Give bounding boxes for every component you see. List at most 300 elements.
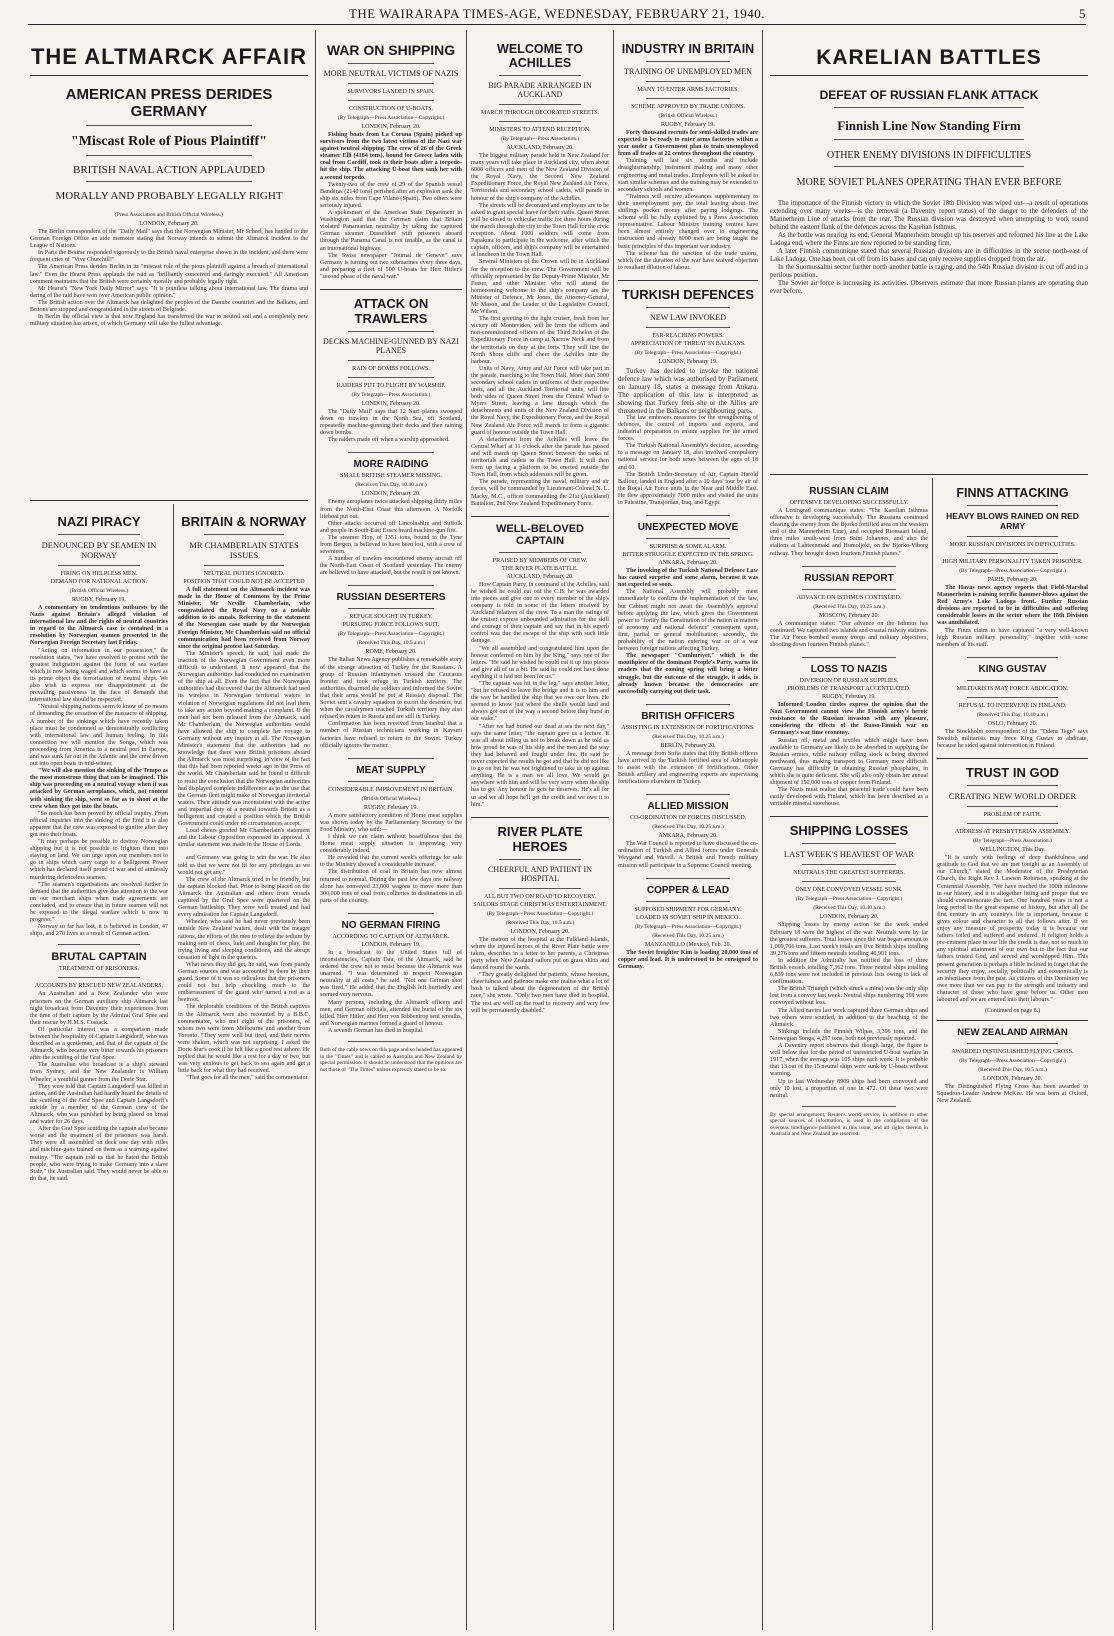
paragraph: "We all assembled and congratulated him upon the honour conferred on him by the King," says one of the letters. "He said he wished he could cut it up into pieces and give all of us a bit. He said he could not have done anything if it had not been for us." (471, 645, 609, 680)
article-nazi-piracy (30, 506, 168, 1630)
divider (618, 280, 758, 281)
headline: TURKISH DEFENCES (621, 286, 755, 302)
divider (646, 794, 730, 795)
subheadline: TREATMENT OF PRISONERS. (58, 966, 140, 973)
paragraph: The deplorable conditions of the British captives in the Altmarck were also recounted by a B.B.C. commentator, who met eight of the prisoners, of whom two were from Melbourne and another from Toronto. "They were well but tired, and their nerves were shaken, which was not surprising. I asked the Doric Star's cook if he felt like a good rest ashore. He replied that he would like a rest for a day or two, but was very anxious to get back to sea again and get a little back for what they had received. (178, 1004, 310, 1075)
divider (802, 589, 897, 590)
paragraph: The Swiss newspaper "Journal de Geneve" says Germany is turning out two submarines every three days, and preparing a fleet of 500 U-boats for Herr Hitler's "second phase of the naval war." (320, 252, 462, 280)
divider (967, 536, 1058, 537)
credit: (By Telegraph—Press Association.) (973, 838, 1052, 845)
subheadline: MR CHAMBERLAIN STATES ISSUES (189, 540, 299, 560)
subheadline: AWARDED DISTINGUISHED FLYING CROSS. (951, 1049, 1074, 1056)
paragraph: A commentary on tendentious outbursts by the Nazis against Britain's alleged violation of international law and the rights of neutral countries in regard to the Altmarck case is contained in a resolution by Norwegian seamen presented to the Norwegian Foreign Secretary last Friday. (30, 605, 168, 647)
headline: UNEXPECTED MOVE (637, 522, 739, 534)
credit: (British Official Wireless.) (69, 588, 129, 594)
dateline: ANKARA, February 20. (658, 833, 718, 840)
divider (802, 864, 897, 865)
subheadline: SUPPOSED SHIPMENT FOR GERMANY. (634, 906, 742, 913)
paragraph: Of particular interest was a comparison made between the hospitality of Captain Langsdorff, who was described as a gentleman, and that of the captain of the Altmarck, who became very bitter towards his prisoners after the scuttling of the Graf Spee. (30, 1026, 168, 1062)
divider (646, 538, 730, 539)
paragraph: Forty thousand recruits for semi-skilled trades are expected to be ready to enter arms factories within a year under a Government plan to train unemployed from all trades at 22 centres throughout the country. (618, 130, 758, 158)
dateline: ROME, February 20. (365, 649, 417, 656)
paragraph: The newspaper "Cumhuriyet," which is the mouthpiece of the dominant People's Party, warns its readers that the coming spring will bring a bitter struggle, but the outcome of the struggle, it adds, is already known because the democracies are successfully carrying out their task. (618, 653, 758, 695)
paragraph: Fishing boats from La Coruna (Spain) picked up survivors from the two latest victims of the Nazi war against neutral shipping. The crew of 26 of the Greek steamer Elli (4184 tons), bound for Greece laden with coal from Cardiff, took to their boats after a torpedo-hit the ship. The attacking U-boat then sank her with a second torpedo. (320, 132, 462, 181)
paragraph: The British Under-Secretary of Air, Captain Harold Balfour, landed in England after a 10 days' tour by air of the Royal Air Force units in the Near and Middle East. He flew approximately 7000 miles and visited the units in Palestine, Transjordan, Iraq, and Egypt. (618, 471, 758, 506)
divider (646, 81, 730, 82)
divider (348, 377, 433, 378)
paragraph: Many persons, including the Altmarck officers and men, and German officials, attended the burial of the six killed. Herr Hitler, and Herr von Ribbentrop sent wreaths, and Norwegian marines formed a guard of honour. (320, 999, 462, 1027)
subheadline: PROBLEMS OF TRANSPORT ACCENTUATED. (787, 686, 911, 693)
credit: (Received This Day, 10.25 a.m.) (652, 824, 724, 831)
headline: MEAT SUPPLY (356, 764, 426, 776)
subheadline: LOADED IN SOVIET SHIP IN MEXICO. (636, 914, 740, 921)
paragraph: The distribution of coal in Britain has now almost returned to normal. During the past few days one railway alone has conveyed 23,000 wagons to move more than 300,000 tons of coal from collieries to destinations in all parts of the country. (320, 869, 462, 904)
headline: RUSSIAN REPORT (804, 572, 894, 584)
dateline: LONDON, February 19. (658, 358, 718, 365)
subheadline: CHEERFUL AND PATIENT IN HOSPITAL (488, 864, 592, 883)
credit: (Received This Day, 10.40 a.m.) (813, 905, 885, 912)
credit: (By Telegraph—Press Association—Copyright.) (634, 923, 742, 930)
paragraph: Units of Navy, Army and Air Force will take part in the parade, marching to the Town Hall. More than 3000 secondary school cadets in uniforms of their respective units, and all the Auckland Territorial units, will line both sides of Queen Street from the Central Wharf to Myers Street, leaving a lane through which the detachments and units of the New Zealand Division of the Royal Navy, the Expeditionary Force, and the Royal New Zealand Air Force will march to form a gigantic guard of honour outside the Town Hall. (471, 365, 609, 436)
paragraph: The Australian who broadcast is a ship's steward from Sydney, and the New Zealander is William Wheeler, a youthful gunner from the Doric Star. (30, 1062, 168, 1083)
subheadline: REFUSAL TO INTERVENE IN FINLAND. (958, 702, 1067, 709)
paragraph: "It is surely with feelings of deep thankfulness and gratitude to God that we are met tonight as an Assembly of our Church," stated the Moderator of the Presbyterian Church, the Right Rev J. Lawson Robinson, speaking at the Centennial Assembly. "We have reached the 100th milestone in our history, and it is altogether fitting and proper that we should commemorate the fact. One hundred years is not a long period in the great expanse of history, but after all the first century in any country's life is important, because it gives colour and character to all that follows after. If we enjoy any measure of prosperity today it is because our fathers toiled and suffered and endured. If religion holds a pre-eminent place in our life the credit is due, not so much to any spiritual attainment of our own but to the fact that our fathers trusted God, and served and worshipped Him. This present generation is perhaps a little inclined to forget that the security they enjoy, socially, politically and economically is an inheritance from the past. As citizens of this Dominion we owe more than we can pay to the strength and industry and character of those who have gone before us. Other men laboured and we are entered into their labours." (937, 855, 1088, 1003)
dateline: RUGBY, February 19. (822, 694, 876, 701)
divider (499, 552, 582, 553)
column-3 (320, 30, 462, 1630)
divider (802, 657, 897, 658)
subheadline: PRAISED BY MEMBERS OF CREW. (492, 557, 588, 564)
headline: INDUSTRY IN BRITAIN (621, 42, 755, 56)
headline: ALLIED MISSION (647, 801, 729, 813)
divider (499, 104, 582, 105)
paragraph: An Australian and a New Zealander who were prisoners on the German auxiliary ship Altmarck last night broadcast from Daventry their experiences from the time of their capture by the Admiral Graf Spee and their rescue by H.M.S. Cossack. (30, 991, 168, 1026)
subheadline: DENOUNCED BY SEAMEN IN NORWAY (41, 540, 157, 560)
paragraph: A full statement on the Altmarck incident was made in the House of Commons by the Prime Minister, Mr Neville Chamberlain, who congratulated the Royal Navy on a notable addition to its annals. Referring to the statement of the Norwegian case made by the Norwegian Foreign Minister, Mr Chamberlain said no official communication had been received from Norway since the original protest last Saturday. (178, 587, 310, 650)
paragraph: A Leningrad communique states: "The Karelian Isthmus offensive is developing successfully. The Russians continued clearing the enemy from the Bjorko fortified area on the western end of the Mannerheim Line), and occupied Rionsaari Island, three miles south-west from Saint Johannes, and also the stations at Lahteenmaki and Humoljoki, on the Bjorko-Viborg railway. They brought down fourteen Finnish planes." (770, 508, 928, 557)
paragraph: The Soviet freighter Kim is loading 20,000 tons of copper and lead. It is understood to be consigned to Germany. (618, 949, 758, 970)
subheadline: FAR-REACHING POWERS. (652, 332, 724, 339)
paragraph: The first greeting to the light cruiser, fresh from her victory off Montevideo, will be from the officers and non-commissioned officers of the Third Echelon of the Expeditionary Force in camp at Narrow Neck and from the territorials on duty at the forts. They will line the North Shore cliffs and cheer the Achilles into the harbour. (471, 316, 609, 365)
column-6 (770, 480, 928, 1630)
subheadline: CONSTRUCTION OF U-BOATS. (349, 106, 433, 112)
dateline: RUGBY, February 19. (661, 122, 715, 128)
subheadline: MORALLY AND PROBABLY LEGALLY RIGHT (55, 190, 283, 202)
credit: (Received This Day, 10.5 a.m.) (978, 1067, 1047, 1074)
subheadline: CONSIDERABLE IMPROVEMENT IN BRITAIN. (328, 786, 454, 793)
paragraph: The Allied navies last week captured three German ships and two others were scuttled, in addition to the beaching of the Altmarck. (770, 1007, 928, 1028)
paragraph: The British Triumph (which struck a mine) was the only ship lost from a convoy last week. Neutral ships numbering 169 were convoyed without loss. (770, 986, 928, 1007)
paragraph: A spokesman of the American State Department in Washington said that the German claim that Britain violated Panamanian neutrality by taking the captured German steamer Dusseldorf with prisoners aboard through the Panama Canal is not tenable, as the canal is an international highway. (320, 210, 462, 252)
headline: WAR ON SHIPPING (326, 42, 456, 58)
subheadline: HEAVY BLOWS RAINED ON RED ARMY (946, 511, 1079, 531)
subheadline: ONLY ONE CONVOYED VESSEL SUNK. (795, 887, 903, 894)
dateline: WELLINGTON, This Day. (979, 847, 1046, 854)
divider (967, 553, 1058, 554)
divider (834, 107, 1025, 108)
dateline: MANZANILLO (Mexico), Feb. 20. (644, 941, 732, 948)
paragraph: The streets will be decorated and employers are to be asked to grant special leave for their staffs. Queen Street will be closed to vehicular traffic for three hours during the march through the city to the Town Hall for the civic reception. About 1000 soldiers will come from Papakura to participate in the welcome, after which the captain, officers, and ship's company will be entertained at luncheon in the Town Hall. (471, 202, 609, 259)
subheadline: ACCORDING TO CAPTAIN OF ALTMARCK. (332, 933, 450, 940)
divider (348, 758, 433, 759)
column-5 (618, 30, 758, 1630)
subheadline: ASSISTING IN EXTENSION OF FORTIFICATIONS. (621, 724, 755, 731)
credit: (By Telegraph—Press Association—Copyright.) (337, 115, 445, 121)
masthead-rule (28, 24, 1086, 25)
divider (802, 843, 897, 844)
divider (348, 913, 433, 914)
divider (834, 139, 1025, 140)
paragraph: Turkey has decided to invoke the national defence law which was authorised by Parliament on January 18, states a message from Ankara. The application of this law is interpreted as showing that Turkey feels she or the Allies are threatened in the Balkans or neighbouring parts. (618, 366, 758, 415)
divider (967, 505, 1058, 506)
dateline: RUGBY, February 19. (72, 597, 126, 603)
divider (320, 289, 462, 290)
divider (967, 823, 1058, 824)
credit: (Received This Day, 10.5 a.m.) (356, 640, 426, 647)
paragraph: "It may perhaps be possible to destroy Norwegian shipping but it is not possible to frighten them into staying on land. We can urge upon our members not to go in ships which carry cargo to a belligerent Power which has declared itself proud of war and of aimlessly murdering defenceless seamen. (30, 839, 168, 881)
headline: NO GERMAN FIRING (341, 919, 441, 931)
dateline: LONDON, February 20. (139, 221, 199, 227)
subheadline: OTHER ENEMY DIVISIONS IN DIFFICULTIES (826, 150, 1032, 161)
copyright-note: Both of the cable news on this page and so headed has appeared in the "Times" and is cabled to Australia and New Zealand by special permission. It should be understood that the opinions are not those of "The Times" unless expressly stated to be so. (320, 1047, 462, 1073)
subheadline: NEW LAW INVOKED (650, 312, 726, 322)
divider (204, 565, 283, 566)
divider (770, 75, 1088, 76)
paragraph: "Acting on information in our possession," the resolution states, "we have resolved to protest with the greatest indignation against the form of sea warfare which is now being waged and which seems to have as its prime object the terrorisation of neutral ships. We also wish to express our disappointment at the prevailing passiveness in the face of demands that international law should be respected. (30, 647, 168, 704)
paragraph: The Stockholm correspondent of the "Tidens Tegn" says Swedish militarists may force King Gustav to abdicate, because he sided against intervention in Finland. (937, 728, 1088, 750)
divider (499, 121, 582, 122)
paragraph: A detachment from the Achilles will leave the Central Wharf at 11 o'clock after the parade has passed and will march up Queen Street between the ranks of territorials and cadets to the Town Hall. It will then form up facing a platform to be erected outside the Town Hall, from which addresses will be given. (471, 436, 609, 479)
credit: (British Official Wireless.) (361, 795, 421, 802)
paragraph: "We will also mention the sinking of the Tempo as the most monstrous thing that can be imagined. This ship was proceeding on a neutral voyage when it was attacked by German aeroplanes, which, not content with sinking the ship, went so far as to shoot at the crew when they got into the boats. (30, 768, 168, 810)
paragraph: A more satisfactory condition of Home meat supplies was shown today by the Parliamentary Secretary to the Food Ministry, who said:— (320, 812, 462, 833)
headline: ATTACK ON TRAWLERS (353, 295, 429, 326)
paragraph: "That goes for all the men," said the commentator. (186, 1075, 309, 1082)
dateline: MOSCOW, February 20. (818, 612, 880, 619)
subheadline: SMALL BRITISH STEAMER MISSING. (339, 473, 443, 480)
divider (646, 327, 730, 328)
subheadline: FIRING ON HELPLESS MEN. (60, 571, 138, 577)
dateline: LONDON, February 20. (361, 124, 421, 130)
credit: (By Telegraph—Press Association—Copyright.) (634, 349, 742, 356)
divider (348, 360, 433, 361)
divider (471, 516, 609, 517)
divider (348, 1041, 433, 1042)
divider (471, 817, 609, 818)
paragraph: A communique states: "Our advance on the Isthmus has continued. We captured two islands and coastal railway stations. The Air Force bombed enemy troops and military objectives, shooting down fourteen Finnish planes." (770, 620, 928, 648)
paragraph: Other attacks occurred off Lincolnshire and Suffolk and people in South-East Essex heard machine-gun fire. (320, 520, 462, 534)
headline: MORE RAIDING (353, 459, 429, 471)
subheadline: RAIN OF BOMBS FOLLOWS. (352, 365, 430, 372)
subheadline: MILITARISTS MAY FORCE ABDICATION. (956, 685, 1069, 692)
paragraph: A number of trawlers encountered enemy aircraft off the North-East Coast of Scotland yesterday. The enemy are believed to have attacked, but the result is not known. (320, 556, 462, 577)
paragraph: I think we can claim without boastfulness that the Home meat supply situation is improving very considerably indeed. (320, 833, 462, 855)
headline: NAZI PIRACY (57, 514, 141, 529)
paragraph: In the Suomussalmi sector further north another battle is raging, and the 54th Russian division is cut off and in a perilous position. (770, 264, 1088, 279)
subheadline: SURVIVORS LANDED IN SPAIN. (347, 89, 435, 95)
headline: RUSSIAN DESERTERS (336, 592, 446, 604)
credit: (By Telegraph—Press Association—Copyright.) (959, 1058, 1066, 1065)
paragraph: Shipping losses by enemy action for the week ended February 18 were the highest of the war. Neutrals were by far the greatest sufferers. Total losses since the war began amount to 1,009,766 tons. Last week's totals are five British ships totalling 39,276 tons and fifteen neutrals totalling 46,901 tons. (770, 922, 928, 957)
divider (86, 125, 253, 126)
paragraph: Training will last six months and include draughtsmanship, instrument making and many other engineering and metal trades. Employers will be asked to start similar schemes and the training may be extended to secondary schools and women. (618, 158, 758, 193)
subheadline: BITTER STRUGGLE EXPECTED IN THE SPRING. (622, 552, 754, 559)
headline: KING GUSTAV (978, 663, 1047, 675)
headline: BRITISH OFFICERS (641, 710, 735, 722)
subheadline: ALL BUT TWO ON ROAD TO RECOVERY. (483, 893, 597, 900)
divider (967, 785, 1058, 786)
subheadline: POSITION THAT COULD NOT BE ACCEPTED (183, 579, 305, 585)
credit: (Received This Day, 10.40 a.m.) (976, 711, 1049, 718)
paragraph: Sinkings include the Finnish Wilpas, 3,396 tons, and the Norwegian Songa, 4,297 tons, both not previously reported. (770, 1028, 928, 1042)
subheadline: BRITISH NAVAL ACTION APPLAUDED (72, 164, 265, 176)
subheadline: PURSUING FORCE FOLLOWS SUIT. (342, 622, 440, 629)
paragraph: A later Finnish communique stated that several Russian divisions are in difficulties in the sector north-east of Lake Ladoga. One has been cut off from its bases and can only receive supplies dropped from the air. (770, 248, 1088, 263)
dateline: BERLIN, February 20. (660, 742, 716, 749)
dateline: LONDON, February 20. (819, 914, 879, 921)
subheadline: NEUTRALS THE GREATEST SUFFERERS. (793, 870, 905, 877)
subheadline: MORE RUSSIAN DIVISIONS IN DIFFICULTIES. (949, 542, 1076, 548)
paragraph: The Nazis must realise that peaceful trade could have been easily developed with Finland, which has been described as a veritable mineral storehouse. (770, 787, 928, 808)
divider (937, 1020, 1088, 1021)
paragraph: A seventh German has died in hospital. (328, 1027, 424, 1034)
paragraph: In addition the Admiralty has notified the loss of three British vessels totalling 7,362 tons. Three neutral ships totalling 6,839 tons were not included in previous lists owing to lack of confirmation. (770, 957, 928, 986)
paragraph: The "Daily Mail" says that 12 Nazi planes swooped down on trawlers in the North Sea, off Scotland, repeatedly machine-gunning their decks and then raining down bombs. (320, 408, 462, 437)
subheadline: THE RIVER PLATE BATTLE. (502, 565, 578, 572)
article-altmarck (30, 30, 308, 504)
headline: LOSS TO NAZIS (810, 664, 888, 676)
dateline: LONDON, February 20. (983, 1076, 1042, 1083)
paragraph: Norway so far has lost, it is believed in London, 47 ships, and 270 lives as a result of German action. (30, 924, 168, 938)
divider (646, 61, 730, 62)
subheadline: BIG PARADE ARRANGED IN AUCKLAND (488, 81, 592, 99)
paragraph: "The captain was hit in the leg," says another letter, "but he refused to leave the bridge and it is to him and the way he handled the ship that we owe our lives. He seemed to know just where the shells would land and always got out of the way a second before they burst in our wake." (471, 681, 609, 723)
headline: BRITAIN & NORWAY (181, 514, 307, 529)
headline: RUSSIAN CLAIM (809, 486, 889, 497)
paragraph: The National Assembly will probably meet immediately to confirm the implementation of the law, but Cabinet might not await the Assembly's approval before applying the law, which gives the Government power to "fortify the Constitution of the nation in matters of economy and national defence" consequent upon, first, partial or general mobilisation; secondly, the probability of the nation entering war or of a war between foreign nations affecting Turkey. (618, 589, 758, 653)
divider (348, 63, 433, 64)
paragraph: Several Ministers of the Crown will be in Auckland for the reception to the crew. The Government will be officially represented by the Deputy-Prime Minister, Mr Fraser, and other Minister who will attend the homecoming welcome to the ship's company are the Minister of Defence, Mr Jones, the Attorney-General, Mr Mason, and the Leader of the Legislative Council, Mr Wilson. (471, 259, 609, 316)
divider (967, 1043, 1058, 1044)
paragraph: In Berlin the official view is that now England has transferred the war to neutral soil and a completely new military situation has arisen, of which Germany will take the fullest advantage. (30, 314, 308, 328)
column-rule (315, 30, 316, 1630)
paragraph: The scheme has the sanction of the trade unions, which for the duration of the war have waived objection to resultant dilution of labour. (618, 250, 758, 271)
credit: (Received This Day, 10.5 a.m.) (505, 919, 575, 926)
credit: (Press Association and British Official Wireless.) (114, 212, 224, 218)
paragraph: They were told that Captain Langsdorff was killed in action, and the Australian had hardly heard the details of the scuttling of the Graf Spee and Captain Langsdorff's suicide by a member of the German crew of the Altmarck, who was punished by being placed on bread and water for 26 days. (30, 1083, 168, 1126)
dateline: AUCKLAND, February 20. (506, 145, 574, 151)
credit: (By Telegraph—Press Association.) (500, 136, 580, 142)
paragraph: He revealed that the current week's offerings for sale to the Ministry showed a considerable increase. (320, 855, 462, 869)
subheadline: SCHEME APPROVED BY TRADE UNIONS. (631, 104, 745, 110)
divider (348, 83, 433, 84)
headline: WELL-BELOVED CAPTAIN (496, 522, 584, 547)
divider (86, 155, 253, 156)
paragraph: "They greatly delighted the patients, whose heroism, cheerfulness and patience make one realise what a lot of bosh is talked about the degeneration of the British race," she wrote. "Only two men have died in hospital. The rest are well on the road to recovery and very few will be permanently disabled." (471, 972, 609, 1014)
divider (646, 307, 730, 308)
divider (967, 657, 1058, 658)
divider (646, 704, 730, 705)
divider (499, 888, 582, 889)
divider (499, 75, 582, 76)
paragraph: The British action over the Altmarck has delighted the peoples of the Danube countries and the Balkans, and Britons are stopped and congratulated in the streets of Belgrade. (30, 299, 308, 314)
subheadline: ADDRESS AT PRESBYTERIAN ASSEMBLY. (954, 829, 1071, 836)
headline: KARELIAN BATTLES (816, 46, 1042, 69)
divider (86, 181, 253, 182)
paragraph: Informed London circles express the opinion that the Nazi Government cannot view the Finnish army's heroic resistance to the Russian invasion with any pleasure, considering the effects of the Russo-Finnish war on Germany's war time economy. (770, 702, 928, 737)
paragraph: The American Press derides Berlin in its "miscast role of the pious plaintiff against a breach of international law." Even the Hearst Press applauds the raid as "brilliantly conceived and daringly executed." All American comment maintains that the British were certainly morally and probably legally right. (30, 264, 308, 285)
subheadline: DIVERSION OF RUSSIAN SUPPLIES. (799, 678, 899, 685)
subheadline: MINISTERS TO ATTEND RECEPTION. (489, 127, 591, 133)
divider (937, 758, 1088, 759)
article-karelian (770, 30, 1088, 474)
paragraph: The Distinguished Flying Cross has been awarded to Squadron-Leader Andrew McKee. He was born at Oxford, New Zealand. (937, 1084, 1088, 1105)
masthead-title: THE WAIRARAPA TIMES-AGE, WEDNESDAY, FEBRUARY 21, 1940. (348, 6, 766, 21)
divider (646, 901, 730, 902)
paragraph: Confirmation has been received from Istanbul that a number of Russian technicians working in Kayseri factories have refused to return to the Soviet. Turkey officially ignores the matter. (320, 721, 462, 749)
subheadline: SAILORS STAGE CHRISTMAS ENTERTAINMENT. (473, 901, 607, 908)
paragraph: Mr Hearst's "New York Daily Mirror" says: "It is pointless talking about international law. The drama and daring of the raid have won over American public opinion." (30, 285, 308, 299)
paragraph: As the battle was nearing its end, General Mannerheim brought up his reserves and reformed his line at the Lake Ladoga end, where the Finns are now reported to be standing firm. (770, 232, 1088, 247)
paragraph: A Daventry report observes that though large, the figure is well below that for the period of unrestricted U-boat warfare in 1917, when the average was 105 ships each week. It is probable that 13 out of the 15 neutral ships were sunk by U-boats without warning. (770, 1043, 928, 1078)
paragraph: Twenty-two of the crew of 29 of the Spanish vessel Banderas (2140 tons) perished after an explosion sank the ship six miles from Cape Vilano (Spain). Two others were seriously injured. (320, 181, 462, 209)
divider (967, 806, 1058, 807)
paragraph: Loud cheers greeted Mr Chamberlain's statement and the Labour Opposition expressed its approval. A similar statement was made in the House of Lords. (178, 828, 310, 849)
paragraph: Russian oil, metal and textiles which might have been available to Germany are likely to be absorbed in supplying the Russian armies, while railway rolling stock is being diverted northward, thus making transport to Germany more difficult. Germany has difficulty in obtaining Russian phosphates, in which she is quite deficient. She will also only obtain her annual shipment of 150,000 tons of copper from Finland. (770, 737, 928, 787)
dateline: LONDON, February 19. (361, 941, 421, 948)
dateline: AUCKLAND, February 20. (506, 573, 574, 580)
subheadline: ADVANCE ON ISTHMUS CONTINUED. (796, 594, 902, 601)
paragraph: How Captain Parry, in command of the Achilles, said he wished he could cut out the C.B. he was awarded into pieces and give one to every member of the ship's company is told in some of the letters received by Auckland relatives of the crew. To a man the ratings of the cruiser express unbounded admiration for the skill and courage of their captain and say that in his superb control was due the escape of the ship with such little damage. (471, 581, 609, 645)
column-7 (937, 480, 1088, 1630)
paragraph: A message from Sofia states that fifty British officers have arrived in the Turkish fortified area of Adrianople to assist with the extension of fortifications. Other British artillery and engineering experts are supervising fortifications elsewhere in Turkey. (618, 750, 758, 786)
subheadline: APPRECIATION OF THREAT IN BALKANS. (630, 340, 746, 347)
subheadline: TRAINING OF UNEMPLOYED MEN (624, 67, 752, 76)
divider (646, 878, 730, 879)
subheadline: DEFEAT OF RUSSIAN FLANK ATTACK (819, 88, 1039, 102)
subheadline: RAIDERS PUT TO FLIGHT BY WARSHIP. (336, 382, 446, 389)
page-number: 5 (1079, 6, 1086, 21)
paragraph: "Neutral shipping nations seem to know of no means of demanding the cessation of the massacre of shipping. A number of the sinkings which have recently taken place must be condemned as demonstrably conflicting with international law and human feeling. In this connection we will mention the Songa, which was proceeding from America to a neutral port in Europe, and was sunk far out in the Atlantic and the crew driven out into open boats in mid-winter. (30, 704, 168, 768)
headline: WELCOME TO ACHILLES (497, 42, 583, 70)
subheadline: ACCOUNTS BY RESCUED NEW ZEALANDERS. (34, 983, 164, 990)
paragraph: "After we had buried our dead at sea the next day," says the same letter, "the captain gave us a lecture. It was all about telling us not to break down as he told us how proud he was of his ship and the men and the way they had behaved and fought under fire. He said he never expected the results he got and that he did not like to go on but he was not frightened to take us up against anything. He is a man we all love. We would go anywhere with him and will be very sorry when the ship has to go. Any honour he gets he deserves. He's all for us and we all hope he'll get the credit and we owe it to him." (471, 723, 609, 808)
dateline: ANKARA, February 20. (658, 560, 718, 567)
subheadline: MARCH THROUGH DECORATED STREETS. (480, 110, 600, 116)
divider (30, 500, 308, 501)
column-rule (173, 504, 174, 1630)
paragraph: "So much has been proved by official inquiry. From official inquiries into the sinking of the Enid it is also apparent that the crew was exposed to gunfire after they got into their boats. (30, 810, 168, 838)
column-4 (471, 30, 609, 1630)
paragraph: The Soviet air force is increasing its activities. Observers estimate that more Russian planes are operating than ever before. (770, 280, 1088, 295)
divider (802, 1106, 897, 1107)
subheadline: DECKS MACHINE-GUNNED BY NAZI PLANES (323, 336, 459, 355)
paragraph: The importance of the Finnish victory in which the Soviet 18th Division was wiped out—a result of operations extending over many weeks—is the removal (a Daventry report states) of the danger to the defenders of the Mannerheim Line of attacks from the rear. The Russian division was destroyed when attempting to work round behind the eastern flank of the defences across the Karelian Isthmus. (770, 200, 1088, 231)
divider (58, 534, 141, 535)
divider (58, 565, 141, 566)
continued-note: (Continued on page 8.) (984, 1008, 1041, 1015)
divider (802, 881, 897, 882)
divider (348, 585, 433, 586)
paragraph: and Germany was going to win the war. He also told us that we were not fit for any privileges as we would not get any." (178, 855, 310, 876)
credit: (By Telegraph—Press Association—Copyright.) (337, 631, 445, 638)
credit: (By Telegraph—Press Association—Copyright.) (486, 910, 594, 917)
credit: (Received This Day, 10.40 a.m.) (355, 482, 427, 489)
paragraph: The Minister's speech, he said, had made the inaction of the Norwegian Government even more difficult to understand. It now appeared that the Norwegian authorities had conducted no examination of the ship at all. Even the fact that the Norwegian authorities had discovered that the Altmarck had used its wireless in Norwegian territorial waters in violation of Norwegian regulations did not lead them to take any action beyond making a complaint. If the men had not been released from the Altmarck, said Mr Chamberlain, the Norwegian authorities would have allowed the ship to complete her voyage to Germany without any inquiry at all. The Norwegian Minister's statement that the authorities had no knowledge that there were British prisoners aboard the Altmarck was most surprising, in view of the fact that this had been reported weeks ago in the Press of the world. Mr Chamberlain said he found it difficult to resist the conclusion that the Norwegian authorities had displayed complete indifference as to the use that the German fleet might make of Norwegian territorial waters. Their attitude was inconsistent with the active and impartial duty of a neutral towards Britain as a belligerent and created a position which the British Government could under no circumstances accept. (178, 650, 310, 828)
paragraph: The biggest military parade held in New Zealand for many years will take place in Auckland city, when about 6000 officers and men of the New Zealand Division of the Royal Navy, the Second New Zealand Expeditionary Force, the Royal New Zealand Air Force, Territorials and secondary school cadets, will parade in honour of the ship's company of the Achilles. (471, 153, 609, 202)
column-rule (613, 30, 614, 1630)
headline: FINNS ATTACKING (956, 486, 1069, 500)
paragraph: The invoking of the Turkish National Defence Law has caused surprise and some alarm, because it was not expected so soon. (618, 568, 758, 589)
headline: TRUST IN GOD (965, 765, 1060, 781)
credit: (Received This Day, 10.25 a.m.) (652, 733, 724, 740)
paragraph: The Turkish National Assembly's decision, according to a message on January 18, also involved compulsory national service for both sexes between the ages of 18 and 60. (618, 443, 758, 471)
divider (967, 697, 1058, 698)
divider (499, 859, 582, 860)
paragraph: The law embraces measures for the strengthening of defences, the control of imports and exports, and industrial preparation to ensure supplies for the armed forces. (618, 414, 758, 443)
subheadline: LAST WEEK'S HEAVIEST OF WAR (783, 849, 915, 860)
column-rule (466, 30, 467, 1630)
credit: (By Telegraph—Press Association—Copyright.) (795, 896, 903, 903)
subheadline: OFFENSIVE DEVELOPING SUCCESSFULLY. (789, 500, 909, 506)
paragraph: Up to last Wednesday 8909 ships had been convoyed and only 10 lost, a proportion of one in 472. Of these two were neutral. (770, 1078, 928, 1099)
divider (58, 944, 141, 945)
reuters-note: By special arrangement, Reuter's world service, in addition to other special sources of information, is used in the compilation of the overseas intelligence published in this issue, and all rights therein in Australia and New Zealand are reserved. (770, 1111, 928, 1138)
divider (30, 75, 308, 76)
subheadline: "Miscast Role of Pious Plaintiff" (71, 134, 267, 149)
subheadline: HIGH MILITARY PERSONALITY TAKEN PRISONER. (942, 559, 1083, 565)
paragraph: The War Council is reported to have discussed the co-ordination of Turkish and Allied forces under Generals Weygand and Wavell. A British and French military mission will participate in a Supreme Council meeting. (618, 841, 758, 869)
headline: RIVER PLATE HEROES (497, 823, 583, 854)
paragraph: The matron of the hospital at the Falkland Islands, where the injured heroes of the River Plate battle were taken, describes in a letter to her parents, a Christmas party when New Zealand sailors put on grass skirts and danced round the wards. (471, 936, 609, 972)
paragraph: In Paris the Bourse responded vigorously to the British naval enterprise shown in the incident, and there were frequent cries of "Vive Churchill!" (30, 250, 308, 264)
dateline: OSLO, February 20. (987, 720, 1038, 727)
subheadline: NEUTRAL DUTIES IGNORED. (203, 571, 285, 577)
divider (58, 977, 141, 978)
divider (348, 781, 433, 782)
paragraph: The raiders made off when a warship approached. (328, 437, 450, 444)
credit: (Received This Day, 10.25 a.m.) (813, 603, 885, 610)
subheadline: CO-ORDINATION OF FORCES DISCUSSED. (629, 815, 747, 822)
subheadline: SURPRISE & SOME ALARM. (649, 544, 727, 551)
subheadline: DEMAND FOR NATIONAL ACTION. (50, 579, 148, 585)
paragraph: "Trainees will receive allowances supplementary to their unemployment pay, the total leaving about five shillings pocket money after paying lodgings. The scheme will be fully explained by a Press Association representative. Labour Ministry training centres have been almost entirely changed over to engineering instruction and already 8000 men are being taught the basic principles of this important war industry. (618, 193, 758, 250)
paragraph: The steamer Hop, of 1351 tons, bound to the Tyne from Bergen, is believed to have been lost, with a crew of seventeen. (320, 534, 462, 556)
paragraph: Enemy aeroplanes twice attacked shipping thirty miles from the North-East Coast this afternoon. A Norfolk lifeboat put out. (320, 499, 462, 520)
subheadline: REFUGE SOUGHT IN TURKEY. (349, 614, 433, 621)
divider (204, 534, 283, 535)
paragraph: "The seamen's organisations are resolved further to demand that the authorities give due attention to the war on our merchant ships when trade agreements are concluded, and to ensure that in future seamen will not be exposed to the illegal warfare which is now in progress." (30, 881, 168, 924)
column-rule (932, 478, 933, 1630)
divider (348, 331, 433, 332)
paragraph: Wheeler, who said he had never previously been outside New Zealand waters, dealt with the meagre rations, the efforts of the men to relieve the tedium by making sets of chess, ludo and draughts for play, the trying living and sleeping conditions, and the abrupt cessation of light in the quarters. (178, 919, 310, 961)
subheadline: CREATING NEW WORLD ORDER (948, 791, 1077, 802)
dateline: LONDON, February 20. (510, 928, 570, 935)
divider (967, 680, 1058, 681)
subheadline: PROBLEM OF FAITH. (983, 812, 1042, 819)
headline: BRUTAL CAPTAIN (51, 951, 147, 964)
divider (770, 474, 1088, 475)
dateline: PARIS, February 20. (987, 577, 1038, 583)
paragraph: In a broadcast to the United States full of inconsistencies, Captain Dau, of the Altmarck, said he ordered the crew not to resist because the Altmarck was unarmed. "I was determined to respect Norwegian neutrality at all costs," he said. "Not one German shot was fired." He added that the English left hurriedly and seemed very nervous. (320, 949, 462, 999)
divider (348, 608, 433, 609)
divider (646, 515, 730, 516)
masthead (28, 6, 1086, 24)
dateline: LONDON, February 20. (361, 491, 421, 498)
column-rule (762, 30, 763, 1630)
paragraph: The Berlin correspondent of the "Daily Mail" says that the Norwegian Minister, Mr Scheel, has handed to the German Foreign Office an aide memoire stating that Norway intends to submit the Altmarck incident to the League of Nations. (30, 229, 308, 250)
headline: NEW ZEALAND AIRMAN (957, 1027, 1068, 1039)
